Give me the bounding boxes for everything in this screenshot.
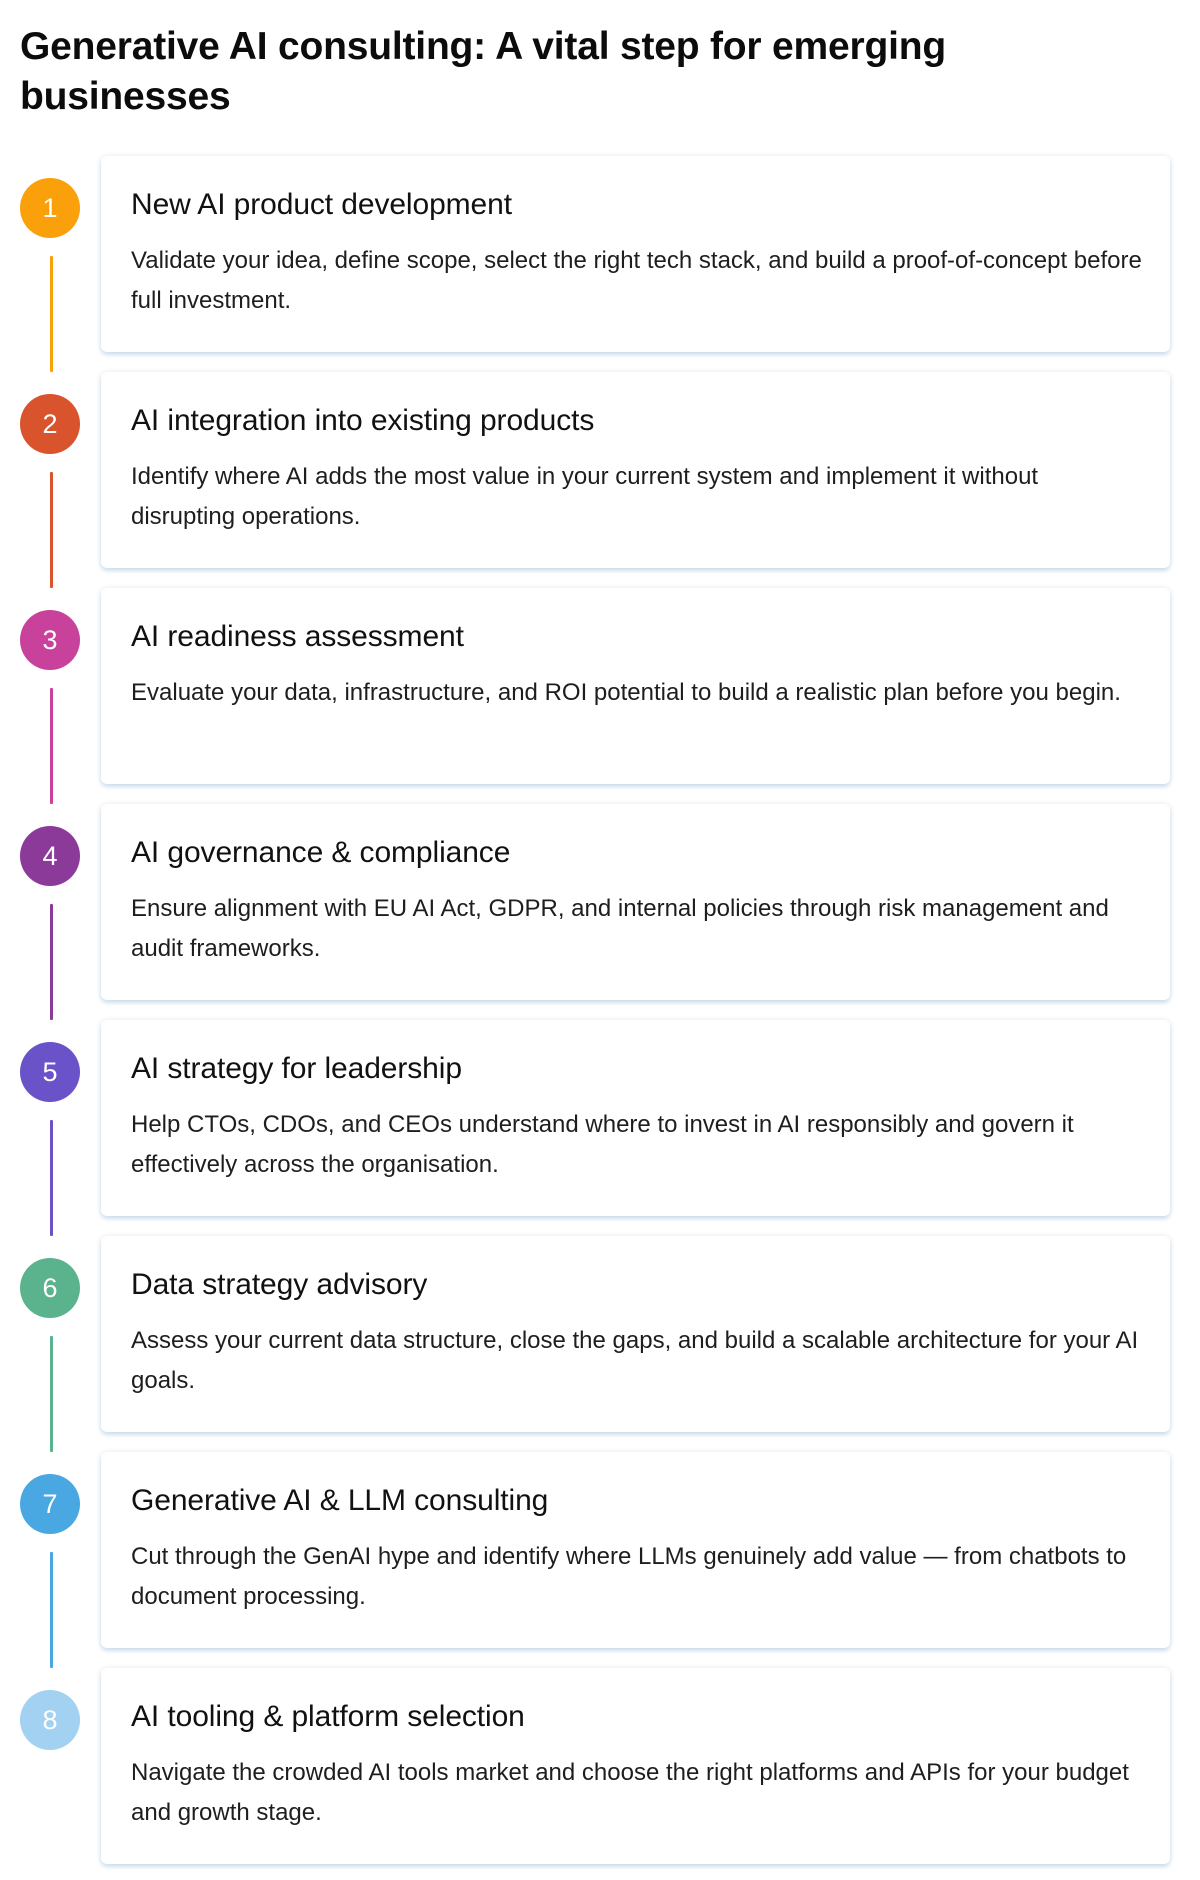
step-number-badge: 8 [20, 1690, 80, 1750]
step-description: Identify where AI adds the most value in your current system and implement it without disrupting operations. [131, 463, 1039, 530]
timeline-step [0, 804, 1200, 1020]
step-connector-line [50, 904, 53, 1020]
step-number-badge: 1 [20, 178, 80, 238]
timeline-step [0, 1452, 1200, 1668]
step-card [101, 1236, 1170, 1432]
step-connector-line [50, 256, 53, 372]
step-connector-line [50, 1120, 53, 1236]
step-number-badge: 7 [20, 1474, 80, 1534]
timeline-step [0, 1236, 1200, 1452]
step-number-badge: 4 [20, 826, 80, 886]
step-number-badge: 5 [20, 1042, 80, 1102]
step-description: Assess your current data structure, close the gaps, and build a scalable architecture for your AI goals. [131, 1327, 1139, 1394]
step-description: Evaluate your data, infrastructure, and ROI potential to build a realistic plan before you begin. [131, 679, 1121, 706]
step-title: AI tooling & platform selection [131, 1700, 525, 1733]
step-description: Cut through the GenAI hype and identify where LLMs genuinely add value — from chatbots to document processing. [131, 1543, 1127, 1610]
step-card [101, 1668, 1170, 1864]
step-title: AI integration into existing products [131, 404, 595, 437]
step-description: Ensure alignment with EU AI Act, GDPR, and internal policies through risk management and audit frameworks. [131, 895, 1109, 962]
step-connector-line [50, 1552, 53, 1668]
step-connector-line [50, 472, 53, 588]
step-description: Help CTOs, CDOs, and CEOs understand where to invest in AI responsibly and govern it effectively across the organisation. [131, 1111, 1074, 1178]
timeline-step [0, 156, 1200, 372]
step-title: AI readiness assessment [131, 620, 464, 653]
step-description: Navigate the crowded AI tools market and choose the right platforms and APIs for your budget and growth stage. [131, 1759, 1129, 1826]
step-title: New AI product development [131, 188, 512, 221]
step-card [101, 1452, 1170, 1648]
step-card [101, 588, 1170, 784]
timeline-step [0, 1668, 1200, 1880]
step-card [101, 156, 1170, 352]
step-card [101, 804, 1170, 1000]
step-connector-line [50, 1336, 53, 1452]
timeline-step [0, 1020, 1200, 1236]
page-title: Generative AI consulting: A vital step for emerging businesses [20, 25, 946, 118]
step-title: AI strategy for leadership [131, 1052, 462, 1085]
step-number-badge: 6 [20, 1258, 80, 1318]
timeline-step [0, 372, 1200, 588]
step-title: Generative AI & LLM consulting [131, 1484, 549, 1517]
services-timeline [0, 156, 1200, 1880]
step-connector-line [50, 688, 53, 804]
step-title: AI governance & compliance [131, 836, 511, 869]
step-card [101, 1020, 1170, 1216]
step-card [101, 372, 1170, 568]
step-number-badge: 2 [20, 394, 80, 454]
step-title: Data strategy advisory [131, 1268, 428, 1301]
step-number-badge: 3 [20, 610, 80, 670]
timeline-step [0, 588, 1200, 804]
step-description: Validate your idea, define scope, select the right tech stack, and build a proof-of-concept before full investment. [131, 247, 1142, 314]
